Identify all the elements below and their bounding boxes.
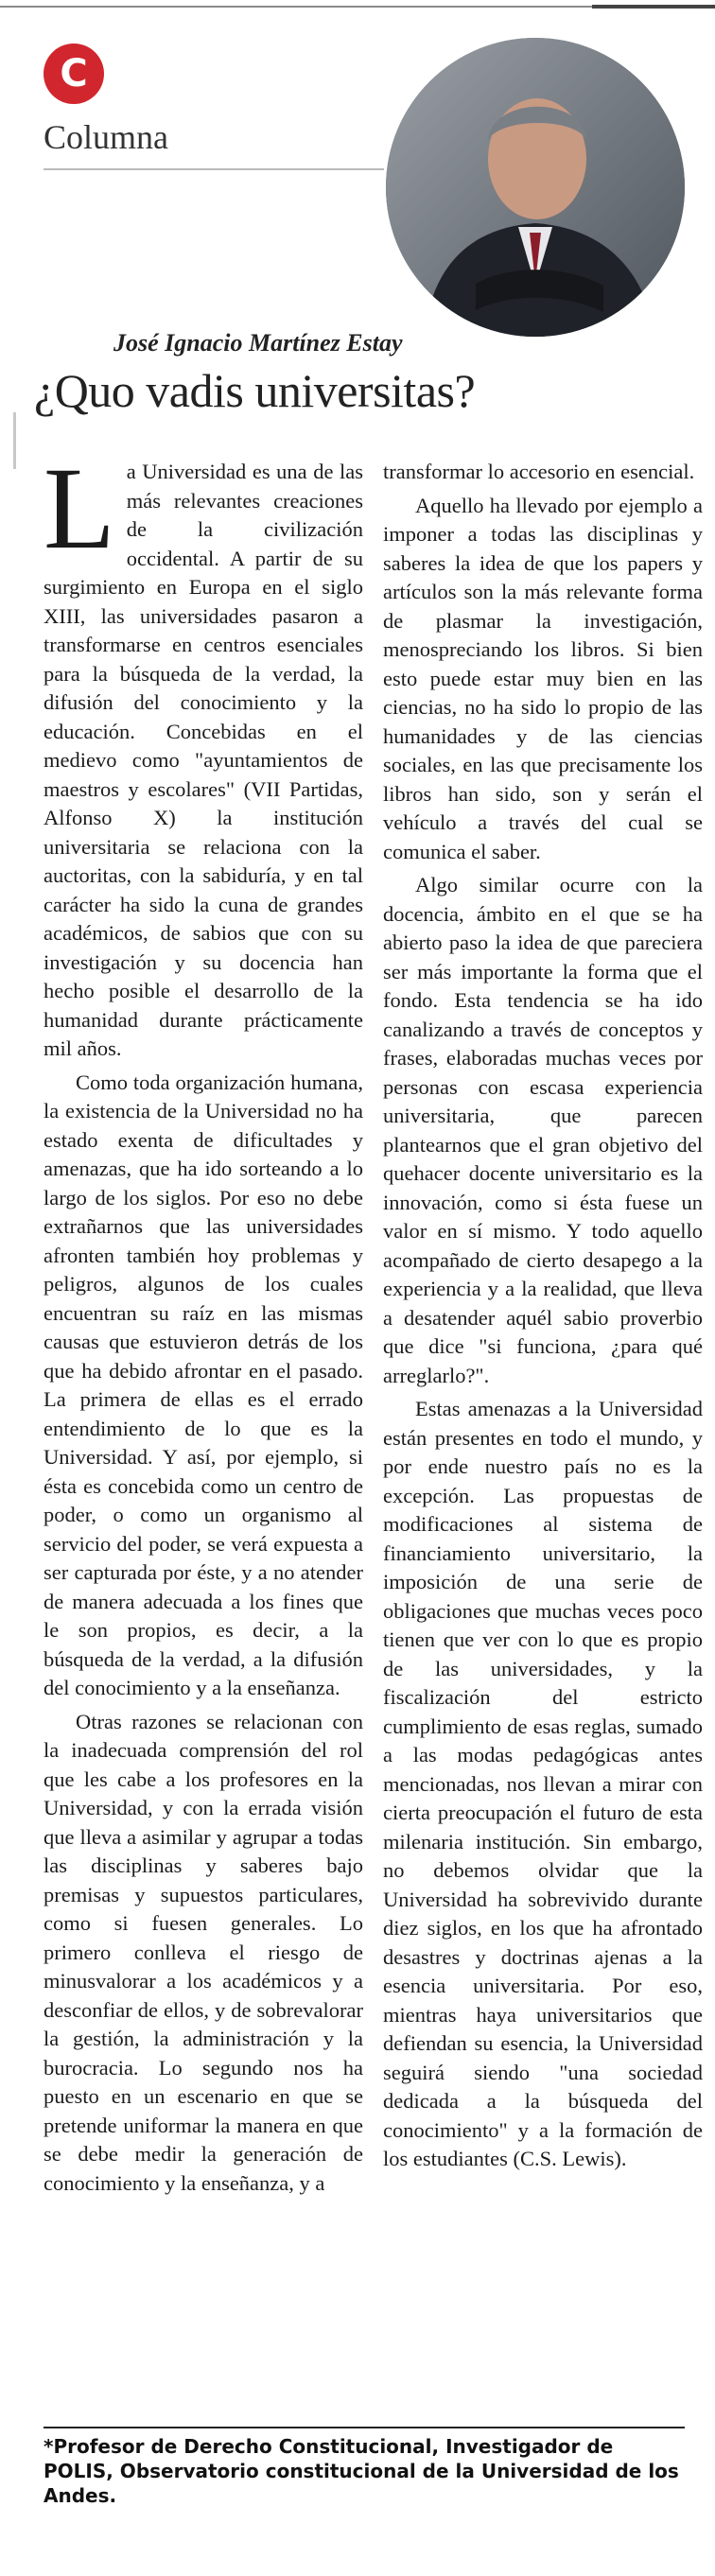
article-column-left	[44, 444, 363, 2198]
section-badge: C	[44, 44, 104, 104]
section-divider	[44, 168, 384, 170]
left-accent-rule	[13, 412, 16, 469]
author-footnote: *Profesor de Derecho Constitucional, Investigador de POLIS, Observatorio constitucional de la Universidad de los Andes.	[44, 2435, 679, 2507]
article-paragraph: Algo similar ocurre con la docencia, ámbito en el que se ha abierto paso la idea de que pareciera ser más importante la forma que el fondo. Esta tendencia se ha ido canalizando a través de conceptos y frases, elaboradas muchas veces por personas con escasa experiencia universitaria, que parecen plantearnos que el gran objetivo del quehacer docente universitario es la innovación, como si ésta fuese un valor en sí mismo. Y todo aquello acompañado de cierto desapego a la experiencia y a la realidad, que lleva a desatender aquél sabio proverbio que dice "si funciona, ¿para qué arreglarlo?".	[383, 873, 703, 1387]
author-portrait	[386, 38, 685, 337]
article-paragraph: La Universidad es una de las más relevantes creaciones de la civilización occidental. A partir de su surgimiento en Europa en el siglo XIII, las universidades pasaron a transformarse en centros esenciales para la búsqueda de la verdad, la difusión del conocimiento y la educación. Concebidas en el medievo como "ayuntamientos de maestros y escolares" (VII Partidas, Alfonso X) la institución universitaria se relaciona con la auctoritas, con la sabiduría, y en tal carácter ha sido la cuna de grandes académicos, de sabios que con su investigación y su docencia han hecho posible el desarrollo de la humanidad durante prácticamente mil años.	[44, 444, 363, 1060]
section-label: Columna	[44, 118, 168, 156]
author-portrait-image	[386, 38, 685, 337]
article-paragraph: Estas amenazas a la Universidad están presentes en todo el mundo, y por ende nuestro país no es la excepción. Las propuestas de modificaciones al sistema de financiamiento universitario, la imposición de una serie de obligaciones que muchas veces poco tienen que ver con lo que es propio de las universidades, y la fiscalización del estricto cumplimiento de esas reglas, sumado a las modas pedagógicas antes mencionadas, nos llevan a mirar con cierta preocupación el futuro de esta milenaria institución. Sin embargo, no debemos olvidar que la Universidad ha sobrevivido durante diez siglos, en los que ha afrontado desastres y doctrinas ajenas a la esencia universitaria. Por eso, mientras haya universitarios que defiendan su esencia, la Universidad seguirá siendo "una sociedad dedicada a la búsqueda del conocimiento" y a la formación de los estudiantes (C.S. Lewis).	[383, 1397, 703, 2170]
article-paragraph: transformar lo accesorio en esencial.	[383, 460, 695, 483]
top-rule-accent	[592, 5, 715, 9]
headline: ¿Quo vadis universitas?	[34, 364, 476, 417]
dropcap: L	[44, 444, 115, 573]
article-paragraph: Otras razones se relacionan con la inadecuada comprensión del rol que les cabe a los profesores en la Universidad, y con la errada visión que lleva a asimilar y agrupar a todas las disciplinas y saberes bajo premisas y supuestos particulares, como si fuesen generales. Lo primero conlleva el riesgo de minusvalorar a los académicos y a desconfiar de ellos, y de sobrevalorar la gestión, la administración y la burocracia. Lo segundo nos ha puesto en un escenario en que se pretende uniformar la manera en que se debe medir la generación de conocimiento y la enseñanza, y a	[44, 1709, 363, 2195]
author-byline: José Ignacio Martínez Estay	[113, 329, 403, 357]
article-column-right	[383, 458, 703, 2174]
article-paragraph: Aquello ha llevado por ejemplo a imponer a todas las disciplinas y saberes la idea de que los papers y artículos son la más relevante forma de plasmar la investigación, menospreciando los libros. Si bien esto puede estar muy bien en las ciencias, no ha sido lo propio de las humanidades y de las ciencias sociales, en las que precisamente los libros han sido, son y serán el vehículo a través del cual se comunica el saber.	[383, 493, 703, 863]
article-paragraph: Como toda organización humana, la existencia de la Universidad no ha estado exenta de dificultades y amenazas, que ha ido sorteando a lo largo de los siglos. Por eso no debe extrañarnos que las universidades afronten también hoy problemas y peligros, algunos de los cuales encuentran su raíz en las mismas causas que estuvieron detrás de los que ha debido afrontar en el pasado. La primera de ellas es el errado entendimiento de lo que es la Universidad. Y así, por ejemplo, si ésta es concebida como un centro de poder, o como un organismo al servicio del poder, se verá expuesta a ser capturada por éste, y a no atender de manera adecuada a los fines que le son propios, es decir, a la búsqueda de la verdad, a la difusión del conocimiento y a la enseñanza.	[44, 1070, 363, 1699]
footnote-divider	[44, 2427, 685, 2428]
